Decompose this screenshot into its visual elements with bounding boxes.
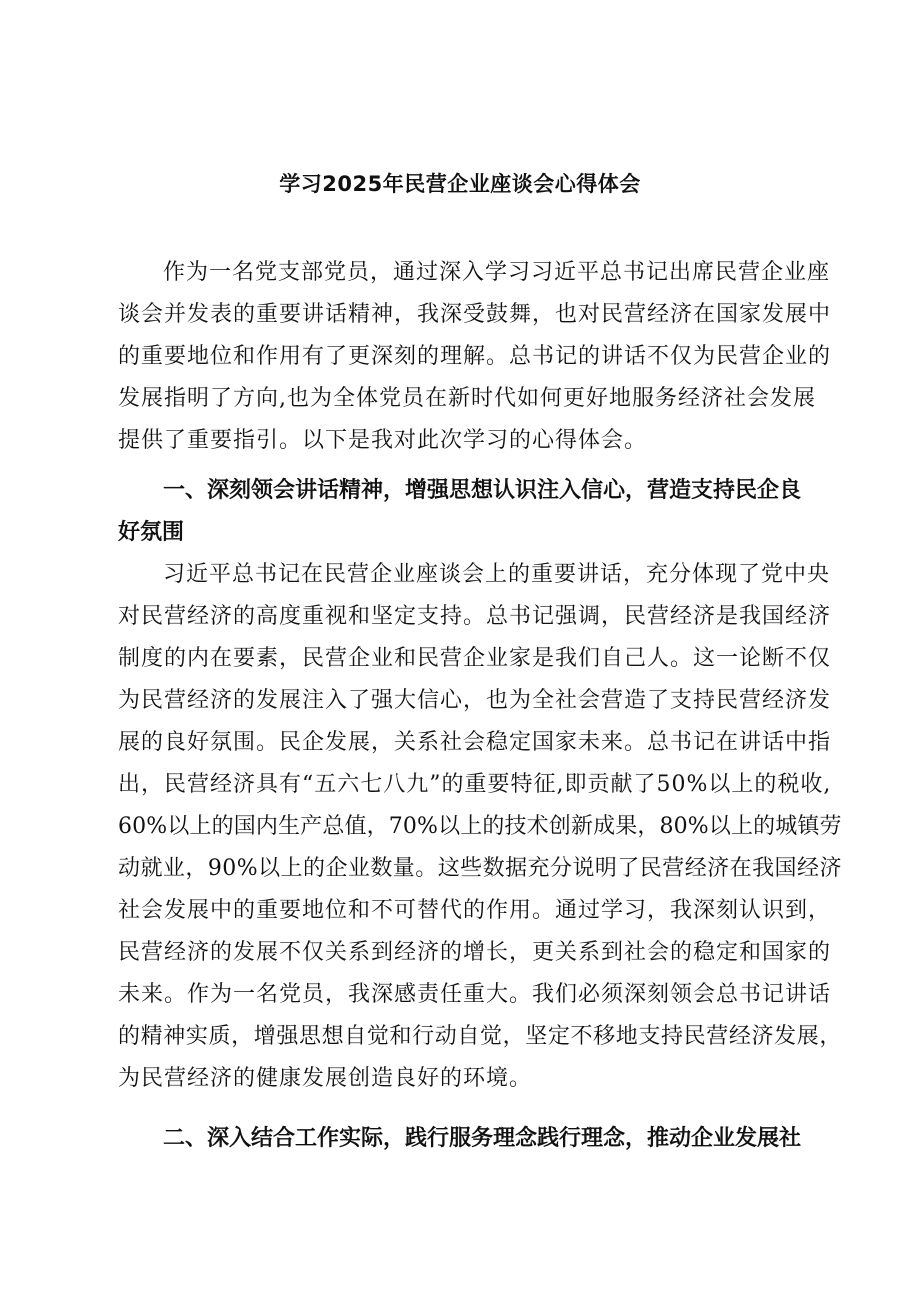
- section1-line: 习近平总书记在民营企业座谈会上的重要讲话，充分体现了党中央: [163, 562, 831, 587]
- section1-line: 60%以上的国内生产总值，70%以上的技术创新成果，80%以上的城镇劳: [118, 814, 842, 839]
- intro-line: 发展指明了方向,也为全体党员在新时代如何更好地服务经济社会发展: [118, 386, 816, 411]
- section1-line: 为民营经济的健康发展创造良好的环境。: [118, 1066, 533, 1091]
- section1-line: 未来。作为一名党员，我深感责任重大。我们必须深刻领会总书记讲话: [118, 982, 832, 1007]
- section1-line: 社会发展中的重要地位和不可替代的作用。通过学习，我深刻认识到，: [118, 898, 832, 923]
- section1-line: 民营经济的发展不仅关系到经济的增长，更关系到社会的稳定和国家的: [118, 940, 832, 965]
- section1-line: 出，民营经济具有“五六七八九”的重要特征,即贡献了50%以上的税收,: [118, 772, 832, 797]
- section1-line: 动就业，90%以上的企业数量。这些数据充分说明了民营经济在我国经济: [118, 856, 842, 881]
- section1-heading: 好氛围: [118, 520, 185, 545]
- section2-heading: 二、深入结合工作实际，践行服务理念践行理念，推动企业发展社: [163, 1126, 802, 1151]
- intro-line: 谈会并发表的重要讲话精神，我深受鼓舞，也对民营经济在国家发展中: [118, 302, 832, 327]
- section1-line: 的精神实质，增强思想自觉和行动自觉，坚定不移地支持民营经济发展，: [118, 1024, 843, 1049]
- intro-line: 作为一名党支部党员，通过深入学习习近平总书记出席民营企业座: [163, 260, 831, 285]
- section1-line: 为民营经济的发展注入了强大信心，也为全社会营造了支持民营经济发: [118, 688, 832, 713]
- section1-line: 展的良好氛围。民企发展，关系社会稳定国家未来。总书记在讲话中指: [118, 730, 832, 755]
- document-title: 学习2025年民营企业座谈会心得体会: [279, 172, 641, 196]
- intro-line: 的重要地位和作用有了更深刻的理解。总书记的讲话不仅为民营企业的: [118, 344, 832, 369]
- intro-line: 提供了重要指引。以下是我对此次学习的心得体会。: [118, 428, 648, 453]
- section1-heading: 一、深刻领会讲话精神，增强思想认识注入信心，营造支持民企良: [163, 478, 802, 503]
- section1-line: 制度的内在要素，民营企业和民营企业家是我们自己人。这一论断不仅: [118, 646, 832, 671]
- section1-line: 对民营经济的高度重视和坚定支持。总书记强调，民营经济是我国经济: [118, 604, 832, 629]
